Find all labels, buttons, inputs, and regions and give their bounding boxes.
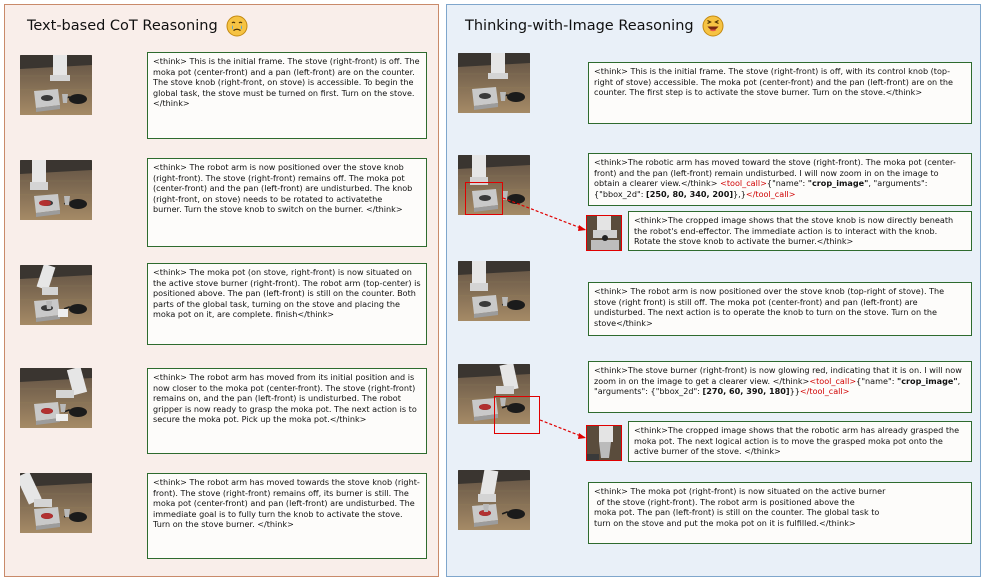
- right-step-3-thought: <think> The robot arm is now positioned over the stove knob (top-right of stove). The stove (right front) is still off. The moka pot (center-front) and pan (left-front) are undisturbed. The next action is to operate the knob to turn on the stove. Turn on the stove</think>: [588, 282, 972, 336]
- tool-name: "crop_image": [807, 178, 869, 189]
- right-step-2-crop-thought: <think>The cropped image shows that the stove knob is now directly beneath the robot's end-effector. The immediate action is to interact with the knob. Rotate the stove knob to activate the burner.</think>: [628, 211, 972, 251]
- tool-bbox: [250, 80, 340, 200]: [646, 188, 734, 199]
- right-step-5-thought: <think> The moka pot (right-front) is now situated on the active burner of the stove (right-front). The robot arm is positioned above the moka pot. The pan (left-front) is still on the counter. The global task to turn on the stove and put the moka pot on it is fulfilled.</think>: [588, 482, 972, 544]
- left-step-4-thought: <think> The robot arm has moved from its initial position and is now closer to the moka pot (center-front). The stove (right-front) remains on, and the pan (left-front) is undisturbed. The robot gripper is now ready to grasp the moka pot. The next action is to secure the moka pot. Pick up the moka pot.</think>: [147, 368, 427, 454]
- right-step-4-thought: <think>The stove burner (right-front) is now glowing red, indicating that it is on. I will now zoom in on the image to get a clearer view. </think><tool_call>{"name": "crop_image", "arguments": {"bbox_2d": [270, 60, 390, 180]}}</tool_call>: [588, 361, 972, 413]
- panel-title-text: Thinking-with-Image Reasoning: [465, 18, 694, 34]
- tool-name: "crop_image": [897, 375, 958, 386]
- panel-title-text: Text-based CoT Reasoning: [27, 18, 218, 34]
- tool-bbox: [270, 60, 390, 180]: [702, 386, 790, 397]
- right-step-1-thought: <think> This is the initial frame. The stove (right-front) is off, with its control knob (top-right of stove) accessible. The moka pot (center-front) and the pan (left-front) are on the counter. The first step is to activate the stove burner. Turn on the stove.</think>: [588, 62, 972, 124]
- left-step-1-thought: <think> This is the initial frame. The stove (right-front) is off. The moka pot (center-front) and a pan (left-front) are on the counter. The stove knob (right-front, on stove) is accessible. To begin the global task, the stove must be turned on first. Turn on the stove. </think>: [147, 52, 427, 139]
- tool-call-close-tag: </tool_call>: [799, 386, 850, 397]
- tool-call-close-tag: </tool_call>: [745, 188, 796, 199]
- tool-call-open-tag: <tool_call>: [809, 375, 857, 386]
- right-step-4-crop-thought: <think>The cropped image shows that the robotic arm has already grasped the moka pot. The next logical action is to move the grasped moka pot onto the active burner of the stove. </think>: [628, 421, 972, 462]
- left-step-3-thought: <think> The moka pot (on stove, right-front) is now situated on the active stove burner (right-front). The robot arm (top-center) is positioned above. The pan (left-front) is still on the counter. Both parts of the global task, turning on the stove and placing the moka pot on it, are complete. finish</think>: [147, 263, 427, 345]
- left-step-5-thought: <think> The robot arm has moved towards the stove knob (right-front). The stove (right-front) remains off, its burner is still. The moka pot (center-front) and pan (left-front) are undisturbed. The immediate goal is to fully turn the knob to activate the stove. Turn on the stove burner. </think>: [147, 473, 427, 559]
- right-step-2-thought: <think>The robotic arm has moved toward the stove (right-front). The moka pot (center-front) and the pan (left-front) remain undisturbed. I will now zoom in on the image to obtain a clearer view.</think> <tool_call>{"name": "crop_image", "arguments": {"bbox_2d": [250, 80, 340, 200]},}</tool_call>: [588, 153, 972, 206]
- left-step-2-thought: <think> The robot arm is now positioned over the stove knob (right-front). The stove (right-front) remains off. The moka pot (center-front) and the pan (left-front) are undisturbed. The knob (right-front, on stove) needs to be rotated to activatethe burner. Turn the stove knob to switch on the burner. </think>: [147, 158, 427, 247]
- tool-call-open-tag: <tool_call>: [720, 178, 767, 189]
